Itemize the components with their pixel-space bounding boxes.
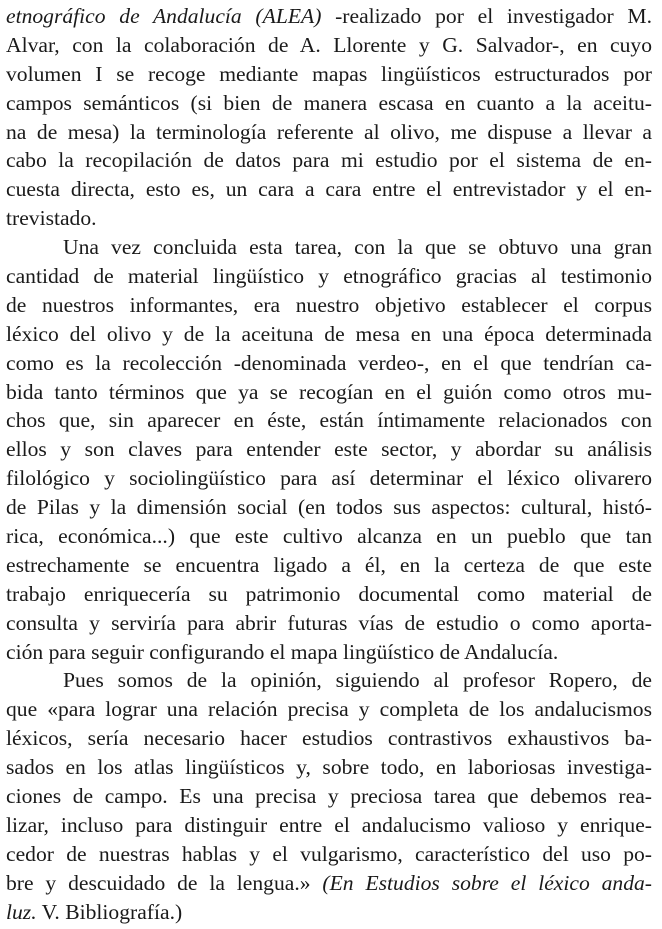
text-segment: cuesta directa, esto es, un cara a cara entre el entrevistador y el en- [6,177,652,202]
text-line [6,522,652,551]
text-segment: léxico del olivo y de la aceituna de mesa en una época determinada [6,321,652,346]
text-line [6,291,652,320]
text-segment: V. Bibliografía.) [36,899,183,924]
text-segment: trevistado. [6,206,97,231]
text-line [6,146,652,175]
text-segment: bida tanto términos que ya se recogían en el guión como otros mu- [6,379,652,404]
text-segment: campos semánticos (si bien de manera escasa en cuanto a la aceitu- [6,90,652,115]
text-segment: ellos y son claves para entender este sector, y abordar su análisis [6,437,652,462]
text-line [6,869,652,898]
text-segment: bre y descuidado de la lengua.» [6,870,323,895]
text-line [6,464,652,493]
document-page [6,2,652,927]
text-segment: como es la recolección -denominada verdeo-, en el que tendrían ca- [6,350,652,375]
text-segment: que «para lograr una relación precisa y completa de los andalucismos [6,697,652,722]
text-segment: de nuestros informantes, era nuestro objetivo establecer el corpus [6,292,652,317]
text-line [6,175,652,204]
paragraph [6,666,652,926]
text-segment: volumen I se recoge mediante mapas lingüísticos estructurados por [6,61,652,86]
text-line [6,406,652,435]
paragraph [6,233,652,666]
text-line [6,204,652,233]
text-segment: cabo la recopilación de datos para mi estudio por el sistema de en- [6,148,652,173]
text-line [6,233,652,262]
text-line [6,262,652,291]
text-segment: lizar, incluso para distinguir entre el andalucismo valioso y enrique- [6,812,652,837]
text-segment: Alvar, con la colaboración de A. Llorente y G. Salvador-, en cuyo [6,32,652,57]
text-line [6,435,652,464]
text-segment: consulta y serviría para abrir futuras vías de estudio o como aporta- [6,610,652,635]
text-line [6,898,652,927]
text-line [6,580,652,609]
text-line [6,551,652,580]
text-segment: chos que, sin aparecer en éste, están íntimamente relacionados con [6,408,652,433]
text-line [6,724,652,753]
text-segment: filológico y sociolingüístico para así determinar el léxico olivarero [6,466,652,491]
text-segment: -realizado por el investigador M. [321,4,652,28]
text-line [6,493,652,522]
text-segment: ción para seguir configurando el mapa lingüístico de Andalucía. [6,639,559,664]
text-line [6,782,652,811]
text-line [6,695,652,724]
text-segment: estrechamente se encuentra ligado a él, en la certeza de que este [6,552,652,577]
text-line [6,609,652,638]
text-line [6,349,652,378]
text-segment: cantidad de material lingüístico y etnográfico gracias al testimonio [6,264,652,289]
text-segment: Una vez concluida esta tarea, con la que se obtuvo una gran [63,235,652,260]
text-segment: ciones de campo. Es una precisa y preciosa tarea que debemos rea- [6,784,652,809]
italic-text: luz. [6,899,37,924]
text-line [6,320,652,349]
text-segment: rica, económica...) que este cultivo alcanza en un pueblo que tan [6,524,652,549]
text-line [6,811,652,840]
text-line [6,753,652,782]
text-line [6,666,652,695]
text-line [6,840,652,869]
text-segment: Pues somos de la opinión, siguiendo al profesor Ropero, de [63,668,652,693]
text-line [6,638,652,667]
text-segment: na de mesa) la terminología referente al olivo, me dispuse a llevar a [6,119,652,144]
text-segment: cedor de nuestras hablas y el vulgarismo, característico del uso po- [6,841,652,866]
text-line [6,118,652,147]
text-segment: léxicos, sería necesario hacer estudios contrastivos exhaustivos ba- [6,726,652,751]
text-segment: trabajo enriquecería su patrimonio documental como material de [6,581,652,606]
text-segment: sados en los atlas lingüísticos y, sobre todo, en laboriosas investiga- [6,755,652,780]
text-line [6,60,652,89]
text-line [6,31,652,60]
italic-text: etnográfico de Andalucía (ALEA) [6,4,322,28]
paragraph [6,2,652,233]
text-segment: de Pilas y la dimensión social (en todos sus aspectos: cultural, histó- [6,495,652,520]
italic-text: (En Estudios sobre el léxico anda- [322,870,652,895]
text-line [6,2,652,31]
text-line [6,89,652,118]
text-line [6,378,652,407]
